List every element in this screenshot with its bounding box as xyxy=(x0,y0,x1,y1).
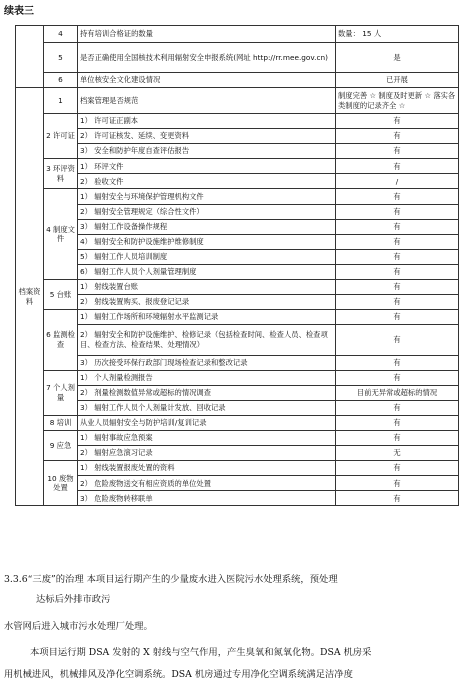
check-item: 持有培训合格证的数量 xyxy=(78,26,336,43)
check-status: 有 xyxy=(336,249,459,264)
table-row xyxy=(16,264,459,279)
table-row xyxy=(16,280,459,295)
check-status: 有 xyxy=(336,234,459,249)
table-row xyxy=(16,355,459,370)
check-item: 1） 个人剂量检测报告 xyxy=(78,370,336,385)
table-row xyxy=(16,88,459,114)
check-status: 有 xyxy=(336,476,459,491)
check-item: 2） 许可证核发、延续、变更资料 xyxy=(78,129,336,144)
table-row xyxy=(16,144,459,159)
continued-heading: 续表三 xyxy=(4,6,34,17)
table-row xyxy=(16,415,459,430)
table-row xyxy=(16,234,459,249)
check-item: 2） 剂量检测数值异常或超标的情况调查 xyxy=(78,385,336,400)
section-3-3-6-line-3: 水管网后进入城市污水处理厂处理。 xyxy=(4,621,153,632)
check-status: 有 xyxy=(336,325,459,355)
check-status: 有 xyxy=(336,264,459,279)
check-item: 1） 射线装置台账 xyxy=(78,280,336,295)
check-status: 目前无异常或超标的情况 xyxy=(336,385,459,400)
check-status: 有 xyxy=(336,461,459,476)
check-status: 有 xyxy=(336,159,459,174)
table-row xyxy=(16,430,459,445)
check-status: 有 xyxy=(336,219,459,234)
check-item: 2） 辐射安全和防护设施维护、检修记录（包括检查时间、检查人员、检查项目、检查方法、检查结果、处理情况） xyxy=(78,325,336,355)
table-row xyxy=(16,174,459,189)
table-row xyxy=(16,385,459,400)
check-status: 有 xyxy=(336,430,459,445)
check-status: 有 xyxy=(336,129,459,144)
table-row xyxy=(16,26,459,43)
row-number: 5 xyxy=(44,43,78,73)
table-row xyxy=(16,310,459,325)
check-item: 2） 验收文件 xyxy=(78,174,336,189)
check-item: 4） 辐射安全和防护设施维护维修制度 xyxy=(78,234,336,249)
subcategory-label: 2 许可证 xyxy=(44,114,78,159)
check-status: 数量： 15 人 xyxy=(336,26,459,43)
check-status: 已开展 xyxy=(336,73,459,88)
table-row xyxy=(16,476,459,491)
table-row xyxy=(16,295,459,310)
check-status: 有 xyxy=(336,491,459,506)
check-status: 无 xyxy=(336,446,459,461)
subcategory-label: 9 应急 xyxy=(44,430,78,460)
check-status: 有 xyxy=(336,370,459,385)
section-3-3-6-line-2: 达标后外排市政污 xyxy=(36,594,111,605)
check-status: 有 xyxy=(336,189,459,204)
check-item: 3） 安全和防护年度自查评估报告 xyxy=(78,144,336,159)
table-row xyxy=(16,461,459,476)
table-row xyxy=(16,189,459,204)
archive-category-label: 档案资料 xyxy=(16,88,44,506)
row-number: 6 xyxy=(44,73,78,88)
check-item: 3） 辐射工作人员个人剂量计发放、回收记录 xyxy=(78,400,336,415)
check-item: 3） 辐射工作设备操作规程 xyxy=(78,219,336,234)
table-row xyxy=(16,159,459,174)
check-item: 2） 危险废物送交有相应资质的单位处置 xyxy=(78,476,336,491)
table-row xyxy=(16,249,459,264)
check-item: 单位核安全文化建设情况 xyxy=(78,73,336,88)
check-item: 2） 射线装置购买、报废登记记录 xyxy=(78,295,336,310)
table-row xyxy=(16,43,459,73)
check-item: 2） 辐射安全管理规定（综合性文件） xyxy=(78,204,336,219)
row-number: 4 xyxy=(44,26,78,43)
table-row xyxy=(16,219,459,234)
subcategory-label: 4 制度文件 xyxy=(44,189,78,280)
table-body xyxy=(16,26,459,506)
check-item: 1） 射线装置报废处置的资料 xyxy=(78,461,336,476)
check-status: 有 xyxy=(336,204,459,219)
check-item: 档案管理是否规范 xyxy=(78,88,336,114)
check-status: 有 xyxy=(336,415,459,430)
check-status: / xyxy=(336,174,459,189)
section-3-3-6-line-1: 3.3.6“三废”的治理 本项目运行期产生的少量废水进入医院污水处理系统，预处理 xyxy=(4,574,338,585)
paragraph-2-line-1: 本项目运行期 DSA 发射的 X 射线与空气作用，产生臭氧和氮氧化物。DSA 机房采 xyxy=(30,647,372,658)
archive-checklist-table xyxy=(15,25,459,506)
check-status: 有 xyxy=(336,400,459,415)
check-item: 1） 辐射事故应急预案 xyxy=(78,430,336,445)
table-row xyxy=(16,491,459,506)
check-status: 制度完善 ☆ 制度及时更新 ☆ 落实各类制度的记录齐全 ☆ xyxy=(336,88,459,114)
table-row xyxy=(16,129,459,144)
subcategory-label: 3 环评资料 xyxy=(44,159,78,189)
table-row xyxy=(16,446,459,461)
check-item: 3） 危险废物转移联单 xyxy=(78,491,336,506)
check-item: 1） 辐射工作场所和环境辐射水平监测记录 xyxy=(78,310,336,325)
check-status: 有 xyxy=(336,144,459,159)
check-item: 5） 辐射工作人员培训制度 xyxy=(78,249,336,264)
check-status: 有 xyxy=(336,295,459,310)
check-item: 6） 辐射工作人员个人剂量管理制度 xyxy=(78,264,336,279)
check-status: 是 xyxy=(336,43,459,73)
check-item: 3） 历次接受环保行政部门现场检查记录和整改记录 xyxy=(78,355,336,370)
subcategory-label: 6 监测检查 xyxy=(44,310,78,370)
check-item: 1） 许可证正副本 xyxy=(78,114,336,129)
check-status: 有 xyxy=(336,355,459,370)
check-status: 有 xyxy=(336,114,459,129)
check-item: 是否正确使用全国核技术利用辐射安全申报系统(网址 http://rr.mee.gov.cn) xyxy=(78,43,336,73)
row-number: 1 xyxy=(44,88,78,114)
table-row xyxy=(16,114,459,129)
subcategory-label: 8 培训 xyxy=(44,415,78,430)
table-row xyxy=(16,73,459,88)
subcategory-label: 10 废物处置 xyxy=(44,461,78,506)
check-item: 1） 辐射安全与环境保护管理机构文件 xyxy=(78,189,336,204)
table-row xyxy=(16,204,459,219)
table-row xyxy=(16,325,459,355)
check-item: 从业人员辐射安全与防护培训/复训记录 xyxy=(78,415,336,430)
table-row xyxy=(16,370,459,385)
subcategory-label: 5 台账 xyxy=(44,280,78,310)
check-status: 有 xyxy=(336,310,459,325)
table-row xyxy=(16,400,459,415)
subcategory-label: 7 个人剂量 xyxy=(44,370,78,415)
paragraph-2-line-2: 用机械进风，机械排风及净化空调系统。DSA 机房通过专用净化空调系统满足洁净度 xyxy=(4,669,353,680)
check-item: 1） 环评文件 xyxy=(78,159,336,174)
check-item: 2） 辐射应急演习记录 xyxy=(78,446,336,461)
check-status: 有 xyxy=(336,280,459,295)
